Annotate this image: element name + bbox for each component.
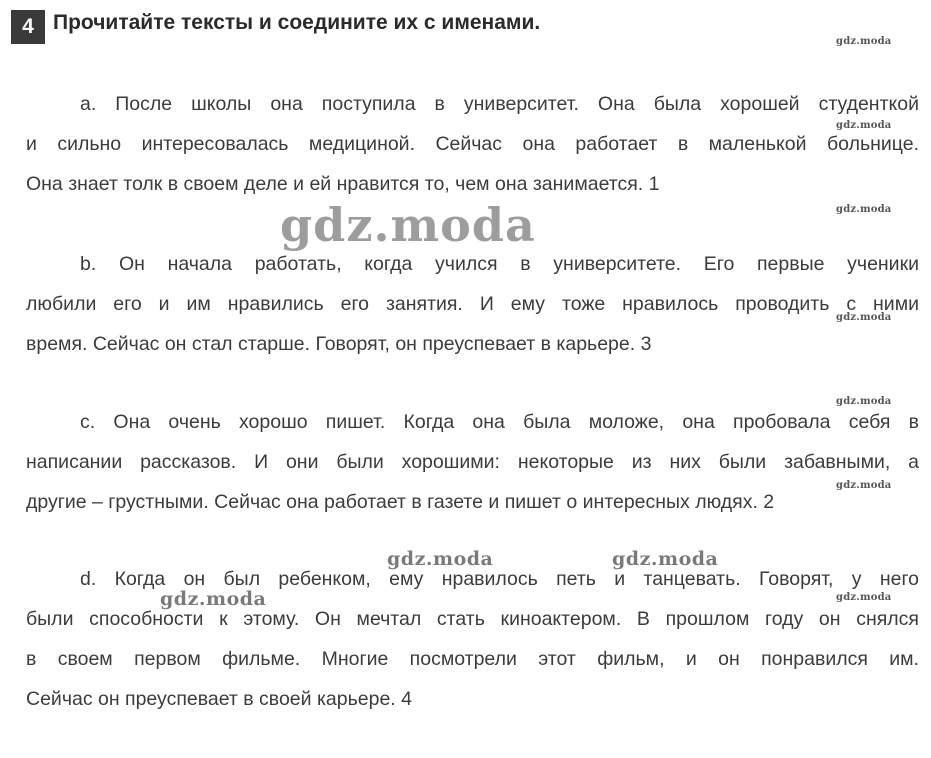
paragraph-line: в своем первом фильме. Многие посмотрели этот фильм, и он понравился им. — [26, 648, 919, 670]
paragraph-line: написании рассказов. И они были хорошими: некоторые из них были забавными, а — [26, 451, 919, 473]
watermark: gdz.moda — [160, 588, 267, 610]
paragraph-a — [26, 84, 919, 204]
paragraph-line: были способности к этому. Он мечтал стать киноактером. В прошлом году он снялся — [26, 608, 919, 630]
watermark: gdz.moda — [612, 548, 719, 570]
task-header — [11, 10, 540, 44]
watermark: gdz.moda — [836, 204, 892, 215]
paragraph-line: d. Когда он был ребенком, ему нравилось петь и танцевать. Говорят, у него — [80, 568, 919, 590]
paragraph-line: и сильно интересовалась медициной. Сейчас она работает в маленькой больнице. — [26, 133, 919, 155]
watermark: gdz.moda — [836, 480, 892, 491]
watermark: gdz.moda — [836, 36, 892, 47]
paragraph-line: любили его и им нравились его занятия. И ему тоже нравилось проводить с ними — [26, 293, 919, 315]
paragraph-d — [26, 559, 919, 719]
paragraph-line: время. Сейчас он стал старше. Говорят, он преуспевает в карьере. 3 — [26, 333, 652, 355]
watermark: gdz.moda — [836, 312, 892, 323]
task-number-badge: 4 — [11, 10, 45, 44]
watermark: gdz.moda — [836, 120, 892, 131]
task-title: Прочитайте тексты и соедините их с именами. — [53, 11, 541, 34]
watermark: gdz.moda — [836, 592, 892, 603]
paragraph-line: Сейчас он преуспевает в своей карьере. 4 — [26, 688, 412, 710]
watermark-large: gdz.moda — [280, 198, 536, 252]
paragraph-line: b. Он начала работать, когда учился в университете. Его первые ученики — [80, 253, 919, 275]
paragraph-line: a. После школы она поступила в университет. Она была хорошей студенткой — [80, 93, 919, 115]
watermark: gdz.moda — [387, 548, 494, 570]
paragraph-c — [26, 402, 919, 522]
paragraph-line: Она знает толк в своем деле и ей нравится то, чем она занимается. 1 — [26, 173, 660, 195]
paragraph-b — [26, 244, 919, 364]
watermark: gdz.moda — [836, 396, 892, 407]
paragraph-line: c. Она очень хорошо пишет. Когда она была моложе, она пробовала себя в — [80, 411, 919, 433]
paragraph-line: другие – грустными. Сейчас она работает в газете и пишет о интересных людях. 2 — [26, 491, 775, 513]
